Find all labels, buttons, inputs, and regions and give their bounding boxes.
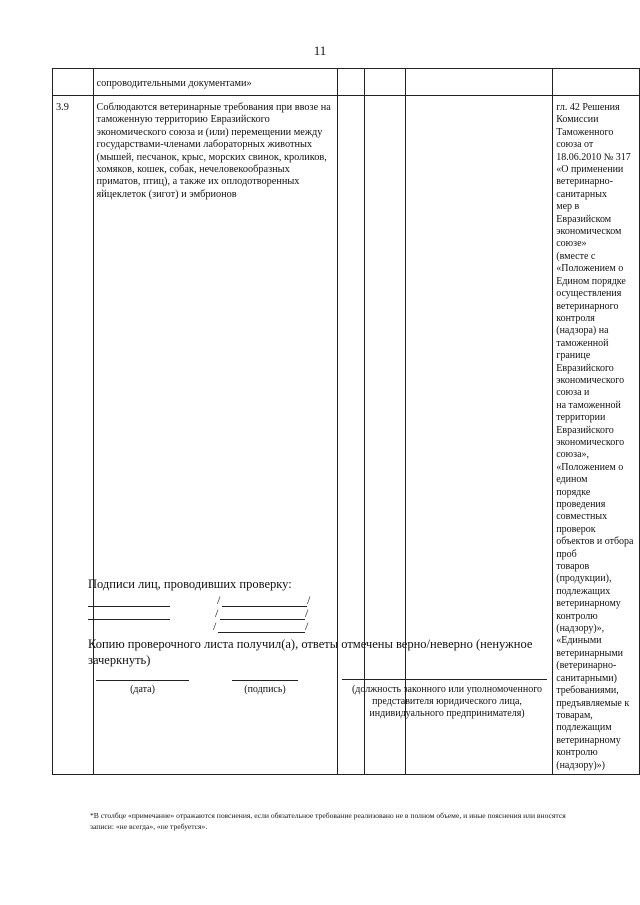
signature-line[interactable]: [88, 606, 170, 607]
table-row: [53, 69, 640, 96]
answer-cell: [338, 69, 365, 96]
answer-cell: [406, 69, 553, 96]
answer-cell: [364, 96, 405, 775]
date-caption: (дата): [130, 684, 155, 695]
signature-line[interactable]: [88, 619, 170, 620]
slash-mark: /: [215, 606, 219, 620]
position-line[interactable]: [342, 679, 547, 680]
answer-cell: [338, 96, 365, 775]
reference-text: [553, 69, 640, 96]
answer-cell: [406, 96, 553, 775]
table-row: [53, 96, 640, 775]
copy-received-text: Копию проверочного листа получил(а), ответы отмечены верно/неверно (ненужное зачеркнуть): [88, 637, 533, 667]
date-line[interactable]: [96, 680, 189, 681]
name-line[interactable]: [220, 619, 305, 620]
answer-cell: [364, 69, 405, 96]
name-line[interactable]: [218, 632, 305, 633]
name-line[interactable]: [222, 606, 307, 607]
page-number: 11: [313, 43, 327, 58]
slash-mark: /: [305, 619, 309, 633]
signature-line[interactable]: [232, 680, 298, 681]
reference-text: гл. 42 Решения Комиссии Таможенного союза от 18.06.2010 № 317 «О применении ветеринарно-санитарных мер в Евразийском экономическом союзе» (вместе с «Положением о Едином порядке осуществления ветеринарного контроля (надзора) на таможенной границе Евразийского экономического союза и на таможенной территории Евразийского экономического союза», «Положением о едином порядке проведения совместных проверок объектов и отбора проб товаров (продукции), подлежащих ветеринарному контролю (надзору)», «Едиными ветеринарными (ветеринарно- санитарными) требованиями, предъявляемые к товарам, подлежащим ветеринарному контролю (надзору)»): [553, 96, 640, 775]
requirement-text: сопроводительными документами»: [93, 69, 338, 96]
slash-mark: /: [213, 619, 217, 633]
checklist-table: [52, 68, 640, 775]
slash-mark: /: [305, 606, 309, 620]
signatures-title: Подписи лиц, проводивших проверку:: [88, 577, 292, 591]
row-number: [53, 69, 94, 96]
row-number: 3.9: [53, 96, 94, 775]
requirement-text: Соблюдаются ветеринарные требования при ввозе на таможенную территорию Евразийского экономического союза и (или) перемещении между государствами-членами лабораторных животных (мышей, песчанок, крыс, морских свинок, кроликов, хомяков, кошек, собак, нечеловекообразных приматов, птиц), а также их оплодотворенных яйцеклеток (зигот) и эмбрионов: [93, 96, 338, 775]
slash-mark: /: [307, 593, 311, 607]
position-caption: (должность законного или уполномоченного представителя юридического лица, индивидуального предпринимателя): [351, 684, 543, 719]
slash-mark: /: [217, 593, 221, 607]
footnote: *В столбце «примечание» отражаются пояснения, если обязательное требование реализовано не в полном объеме, и иные пояснения или вносятся записи: «не всегда», «не требуется».: [90, 811, 566, 831]
signature-caption: (подпись): [244, 684, 286, 695]
